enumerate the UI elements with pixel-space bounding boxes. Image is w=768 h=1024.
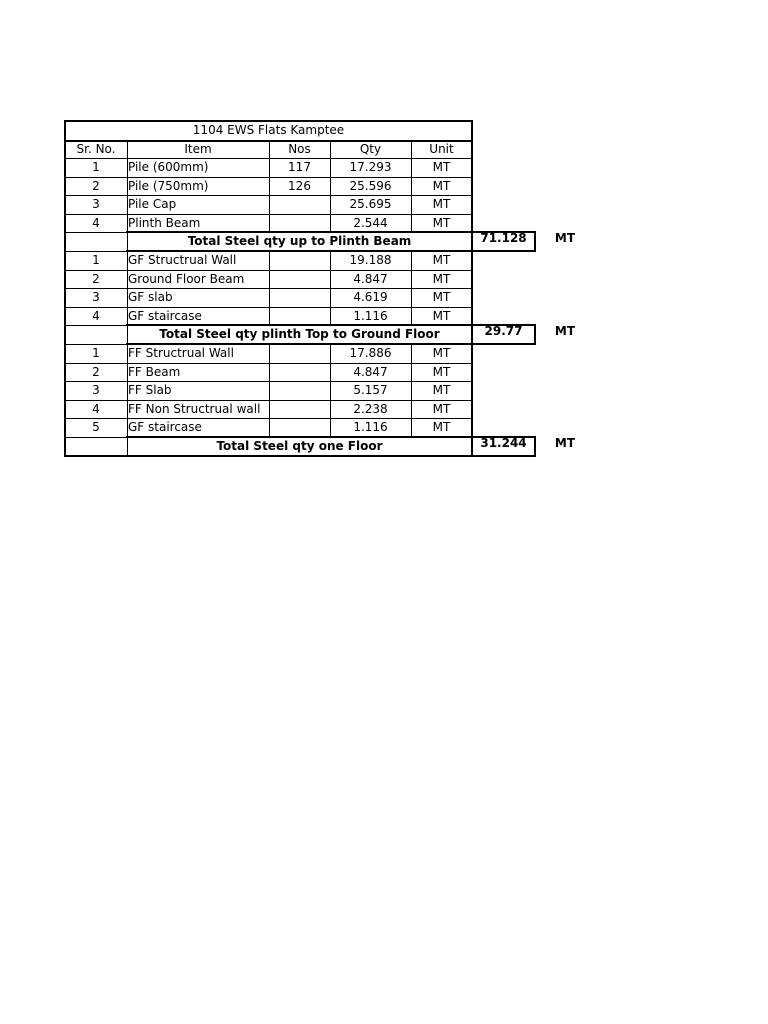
col-divider xyxy=(269,307,270,326)
row-nos xyxy=(269,254,330,270)
row-qty: 4.847 xyxy=(353,364,388,379)
row-unit: MT xyxy=(432,346,451,360)
row-unit: MT xyxy=(432,364,451,379)
row-sr-no: 3 xyxy=(92,290,100,305)
row-qty: 4.847 xyxy=(353,271,388,286)
row-unit: MT xyxy=(432,401,451,416)
row-sr-no: 2 xyxy=(92,178,100,193)
col-divider xyxy=(269,140,270,158)
col-divider xyxy=(127,307,128,326)
col-divider xyxy=(411,307,412,326)
row-item: Pile Cap xyxy=(128,197,177,212)
row-nos xyxy=(269,273,330,289)
row-qty: 5.157 xyxy=(353,383,388,398)
col-divider xyxy=(411,158,412,177)
col-divider xyxy=(127,344,128,363)
row-nos: 117 xyxy=(288,160,311,174)
row-nos xyxy=(269,217,330,233)
col-divider xyxy=(127,158,128,177)
total-unit: MT xyxy=(554,231,576,246)
row-item: GF staircase xyxy=(128,308,202,323)
col-divider xyxy=(411,381,412,400)
row-sr-no: 3 xyxy=(92,197,100,212)
col-divider xyxy=(330,140,331,158)
row-nos xyxy=(269,403,330,419)
sheet-title: 1104 EWS Flats Kamptee xyxy=(192,123,345,137)
row-item: Pile (750mm) xyxy=(128,178,209,193)
row-nos xyxy=(269,421,330,437)
col-divider xyxy=(269,381,270,400)
col-divider xyxy=(269,251,270,270)
row-item: Plinth Beam xyxy=(128,215,201,230)
row-unit: MT xyxy=(432,178,451,193)
row-sr-no: 4 xyxy=(92,308,100,323)
col-divider xyxy=(411,177,412,196)
col-divider xyxy=(330,214,331,233)
total-box-bottom xyxy=(472,343,536,345)
col-divider xyxy=(411,400,412,419)
col-divider xyxy=(411,363,412,382)
row-sr-no: 4 xyxy=(92,401,100,416)
row-nos xyxy=(269,347,330,363)
row-sr-no: 1 xyxy=(92,346,100,360)
row-qty: 1.116 xyxy=(353,420,388,435)
total-label: Total Steel qty plinth Top to Ground Floor xyxy=(159,327,440,342)
col-divider xyxy=(330,195,331,214)
col-divider xyxy=(127,400,128,419)
col-divider xyxy=(269,344,270,363)
row-qty: 4.619 xyxy=(353,290,388,305)
total-value: 31.244 xyxy=(480,436,527,450)
row-qty: 2.544 xyxy=(353,215,388,230)
row-qty: 19.188 xyxy=(349,253,392,267)
row-qty: 17.886 xyxy=(349,346,392,360)
col-divider xyxy=(330,400,331,419)
row-unit: MT xyxy=(432,253,451,267)
col-divider xyxy=(330,307,331,326)
row-item: Ground Floor Beam xyxy=(128,271,245,286)
total-unit: MT xyxy=(554,324,576,339)
col-divider xyxy=(330,381,331,400)
row-qty: 2.238 xyxy=(353,401,388,416)
col-divider xyxy=(330,288,331,307)
total-label: Total Steel qty one Floor xyxy=(216,439,383,453)
col-divider xyxy=(269,270,270,289)
col-divider xyxy=(269,214,270,233)
col-divider xyxy=(269,158,270,177)
row-unit: MT xyxy=(432,383,451,398)
row-item: FF Non Structrual wall xyxy=(128,401,261,416)
total-label: Total Steel qty up to Plinth Beam xyxy=(187,234,412,249)
header-sr-no: Sr. No. xyxy=(76,142,116,156)
col-divider xyxy=(127,214,128,233)
row-nos xyxy=(269,291,330,307)
row-unit: MT xyxy=(432,420,451,435)
col-divider xyxy=(330,158,331,177)
row-unit: MT xyxy=(432,308,451,323)
col-divider xyxy=(127,140,128,158)
total-box-bottom xyxy=(472,250,536,252)
col-divider xyxy=(127,381,128,400)
col-divider xyxy=(411,140,412,158)
row-item: FF Structrual Wall xyxy=(128,346,234,360)
row-unit: MT xyxy=(432,160,451,174)
row-item: FF Slab xyxy=(128,383,172,398)
col-divider xyxy=(330,418,331,437)
col-divider xyxy=(127,437,128,456)
col-divider xyxy=(269,177,270,196)
col-divider xyxy=(127,288,128,307)
row-qty: 1.116 xyxy=(353,308,388,323)
col-divider xyxy=(127,232,128,251)
col-divider xyxy=(411,214,412,233)
row-unit: MT xyxy=(432,290,451,305)
total-row-top-border xyxy=(126,231,472,233)
col-divider xyxy=(269,418,270,437)
row-unit: MT xyxy=(432,271,451,286)
row-nos xyxy=(269,366,330,382)
row-sr-no: 5 xyxy=(92,420,100,435)
col-divider xyxy=(411,418,412,437)
row-divider xyxy=(65,232,127,233)
total-value: 71.128 xyxy=(480,231,527,246)
row-item: GF staircase xyxy=(128,420,202,435)
row-divider xyxy=(65,437,127,438)
row-divider xyxy=(65,325,127,326)
col-divider xyxy=(411,344,412,363)
table-top-border xyxy=(64,120,473,122)
col-divider xyxy=(269,400,270,419)
row-sr-no: 4 xyxy=(92,215,100,230)
col-divider xyxy=(127,418,128,437)
row-unit: MT xyxy=(432,215,451,230)
row-unit: MT xyxy=(432,197,451,212)
row-nos: 126 xyxy=(288,178,311,193)
row-nos xyxy=(269,310,330,326)
total-unit: MT xyxy=(554,436,576,450)
total-row-top-border xyxy=(126,436,472,438)
col-divider xyxy=(127,177,128,196)
header-unit: Unit xyxy=(429,142,454,156)
col-divider xyxy=(330,363,331,382)
col-divider xyxy=(127,363,128,382)
col-divider xyxy=(330,177,331,196)
row-nos xyxy=(269,384,330,400)
row-item: GF slab xyxy=(128,290,173,305)
col-divider xyxy=(330,251,331,270)
row-sr-no: 1 xyxy=(92,253,100,267)
row-qty: 17.293 xyxy=(349,160,392,174)
row-item: Pile (600mm) xyxy=(128,160,209,174)
total-value: 29.77 xyxy=(484,324,523,339)
col-divider xyxy=(269,363,270,382)
row-divider xyxy=(65,456,127,457)
col-divider xyxy=(330,270,331,289)
col-divider xyxy=(411,251,412,270)
col-divider xyxy=(269,195,270,214)
row-qty: 25.695 xyxy=(349,197,392,212)
col-divider xyxy=(411,288,412,307)
col-divider xyxy=(411,195,412,214)
row-sr-no: 1 xyxy=(92,160,100,174)
total-row-bottom-border xyxy=(126,455,472,457)
col-divider xyxy=(127,195,128,214)
col-divider xyxy=(269,288,270,307)
total-row-top-border xyxy=(126,324,472,326)
col-divider xyxy=(127,251,128,270)
row-sr-no: 3 xyxy=(92,383,100,398)
total-box-bottom xyxy=(472,455,536,457)
header-item: Item xyxy=(184,142,212,156)
row-sr-no: 2 xyxy=(92,364,100,379)
row-sr-no: 2 xyxy=(92,271,100,286)
row-qty: 25.596 xyxy=(349,178,392,193)
row-nos xyxy=(269,198,330,214)
col-divider xyxy=(127,325,128,344)
row-item: FF Beam xyxy=(128,364,181,379)
row-item: GF Structrual Wall xyxy=(128,253,237,267)
header-qty: Qty xyxy=(359,142,382,156)
header-nos: Nos xyxy=(288,142,311,156)
col-divider xyxy=(330,344,331,363)
col-divider xyxy=(411,270,412,289)
col-divider xyxy=(127,270,128,289)
